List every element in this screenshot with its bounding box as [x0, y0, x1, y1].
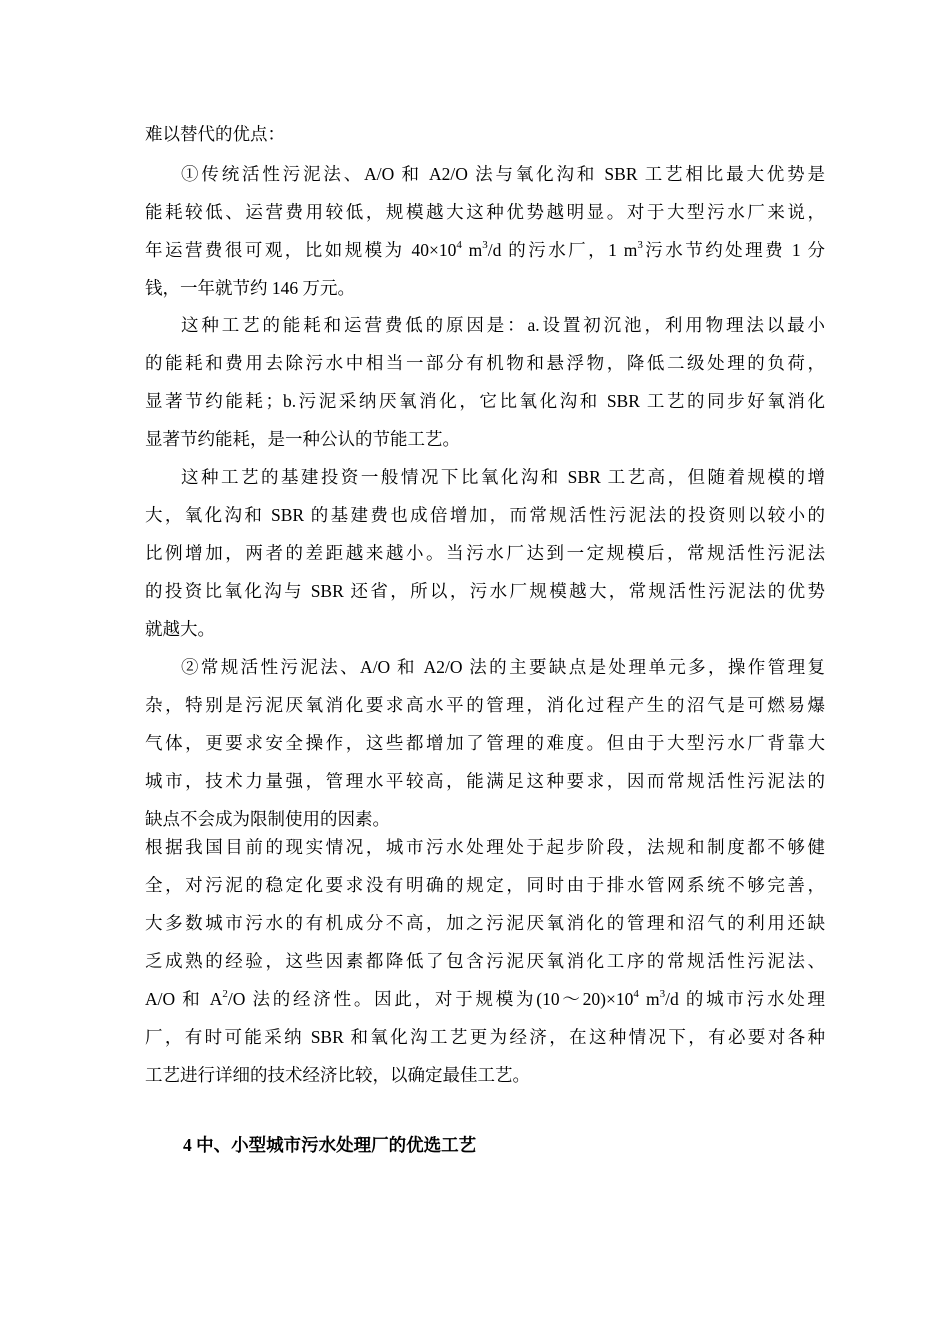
paragraph-line: 就越大。: [145, 619, 215, 639]
paragraph-line: 乏成熟的经验，这些因素都降低了包含污泥厌氧消化工序的常规活性污泥法、: [145, 951, 825, 971]
paragraph-line: 工艺进行详细的技术经济比较，以确定最佳工艺。: [145, 1065, 530, 1085]
paragraph-line: 年运营费很可观，比如规模为 $40\times 10^4$ $m^3/d$ 的污水厂，1 $m^3$污水节约处理费 1 分: [145, 239, 826, 260]
paragraph-line: 根据我国目前的现实情况，城市污水处理处于起步阶段，法规和制度都不够健: [145, 837, 825, 857]
paragraph-line: 缺点不会成为限制使用的因素。: [145, 809, 390, 829]
paragraph-line: 城市，技术力量强，管理水平较高，能满足这种要求，因而常规活性污泥法的: [145, 771, 825, 791]
paragraph-line: 钱，一年就节约 146 万元。: [145, 278, 355, 298]
paragraph-line: 的投资比氧化沟与 SBR 还省，所以，污水厂规模越大，常规活性污泥法的优势: [145, 581, 825, 601]
paragraph-line: 厂，有时可能采纳 SBR 和氧化沟工艺更为经济，在这种情况下，有必要对各种: [145, 1027, 825, 1047]
paragraph-line: 全，对污泥的稳定化要求没有明确的规定，同时由于排水管网系统不够完善，: [145, 875, 825, 895]
paragraph-line: 能耗较低、运营费用较低，规模越大这种优势越明显。对于大型污水厂来说，: [145, 202, 825, 222]
paragraph-line: 这种工艺的能耗和运营费低的原因是：a.设置初沉池，利用物理法以最小: [181, 315, 825, 335]
paragraph-line: ②常规活性污泥法、A/O 和 A2/O 法的主要缺点是处理单元多，操作管理复: [181, 657, 825, 677]
section-heading: 4 中、小型城市污水处理厂的优选工艺: [183, 1135, 477, 1155]
paragraph-line: 大多数城市污水的有机成分不高，加之污泥厌氧消化的管理和沼气的利用还缺: [145, 913, 825, 933]
paragraph-line: 的能耗和费用去除污水中相当一部分有机物和悬浮物，降低二级处理的负荷，: [145, 353, 825, 373]
paragraph-line: 杂，特别是污泥厌氧消化要求高水平的管理，消化过程产生的沼气是可燃易爆: [145, 695, 825, 715]
paragraph-line: 这种工艺的基建投资一般情况下比氧化沟和 SBR 工艺高，但随着规模的增: [181, 467, 825, 487]
paragraph-line: 气体，更要求安全操作，这些都增加了管理的难度。但由于大型污水厂背靠大: [145, 733, 825, 753]
paragraph-line: ①传统活性污泥法、A/O 和 A2/O 法与氧化沟和 SBR 工艺相比最大优势是: [181, 164, 825, 184]
paragraph-line: 难以替代的优点：: [145, 124, 285, 144]
paragraph-line: A/O 和 $A^2/O$ 法的经济性。因此，对于规模为$(10\sim 20)\times 10^4$ $m^3/d$ 的城市污水处理: [145, 988, 825, 1009]
paragraph-line: 显著节约能耗，是一种公认的节能工艺。: [145, 429, 460, 449]
paragraph-line: 比例增加，两者的差距越来越小。当污水厂达到一定规模后，常规活性污泥法: [145, 543, 825, 563]
paragraph-line: 显著节约能耗；b.污泥采纳厌氧消化，它比氧化沟和 SBR 工艺的同步好氧消化: [145, 391, 825, 411]
paragraph-line: 大，氧化沟和 SBR 的基建费也成倍增加，而常规活性污泥法的投资则以较小的: [145, 505, 825, 525]
